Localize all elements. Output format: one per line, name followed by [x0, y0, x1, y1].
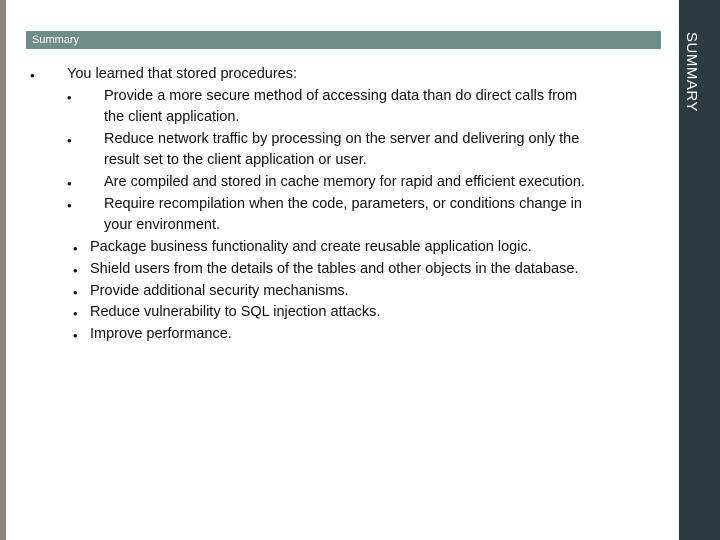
sub-item-text-continued: result set to the client application or user.: [104, 152, 367, 168]
sub-bullet-marker: •: [67, 90, 72, 105]
bullet-marker: •: [30, 68, 35, 83]
list-item: Provide additional security mechanisms.: [90, 283, 349, 299]
list-item: Shield users from the details of the tables and other objects in the database.: [90, 261, 579, 277]
list-bullet-marker: •: [73, 241, 78, 256]
list-item: Reduce vulnerability to SQL injection attacks.: [90, 304, 381, 320]
sub-item-text-continued: your environment.: [104, 217, 221, 233]
intro-text: You learned that stored procedures:: [67, 66, 298, 82]
sub-item-text: Are compiled and stored in cache memory for rapid and efficient execution.: [104, 174, 585, 190]
sub-bullet-marker: •: [67, 133, 72, 148]
sub-item-text: Reduce network traffic by processing on the server and delivering only the: [104, 131, 580, 147]
side-title: SUMMARY: [683, 32, 700, 112]
sub-bullet-marker: •: [67, 176, 72, 191]
sub-bullet-marker: •: [67, 198, 72, 213]
list-bullet-marker: •: [73, 263, 78, 278]
sub-item-text: Provide a more secure method of accessing data than do direct calls from: [104, 88, 578, 104]
side-panel: [679, 0, 720, 540]
list-bullet-marker: •: [73, 328, 78, 343]
sub-item-text: Require recompilation when the code, parameters, or conditions change in: [104, 196, 582, 212]
list-item: Package business functionality and create reusable application logic.: [90, 239, 532, 255]
sub-item-text-continued: the client application.: [104, 109, 240, 125]
list-bullet-marker: •: [73, 306, 78, 321]
slide-header-title: Summary: [32, 34, 80, 46]
side-title-container: [679, 0, 720, 540]
list-item: Improve performance.: [90, 326, 232, 342]
list-bullet-marker: •: [73, 285, 78, 300]
